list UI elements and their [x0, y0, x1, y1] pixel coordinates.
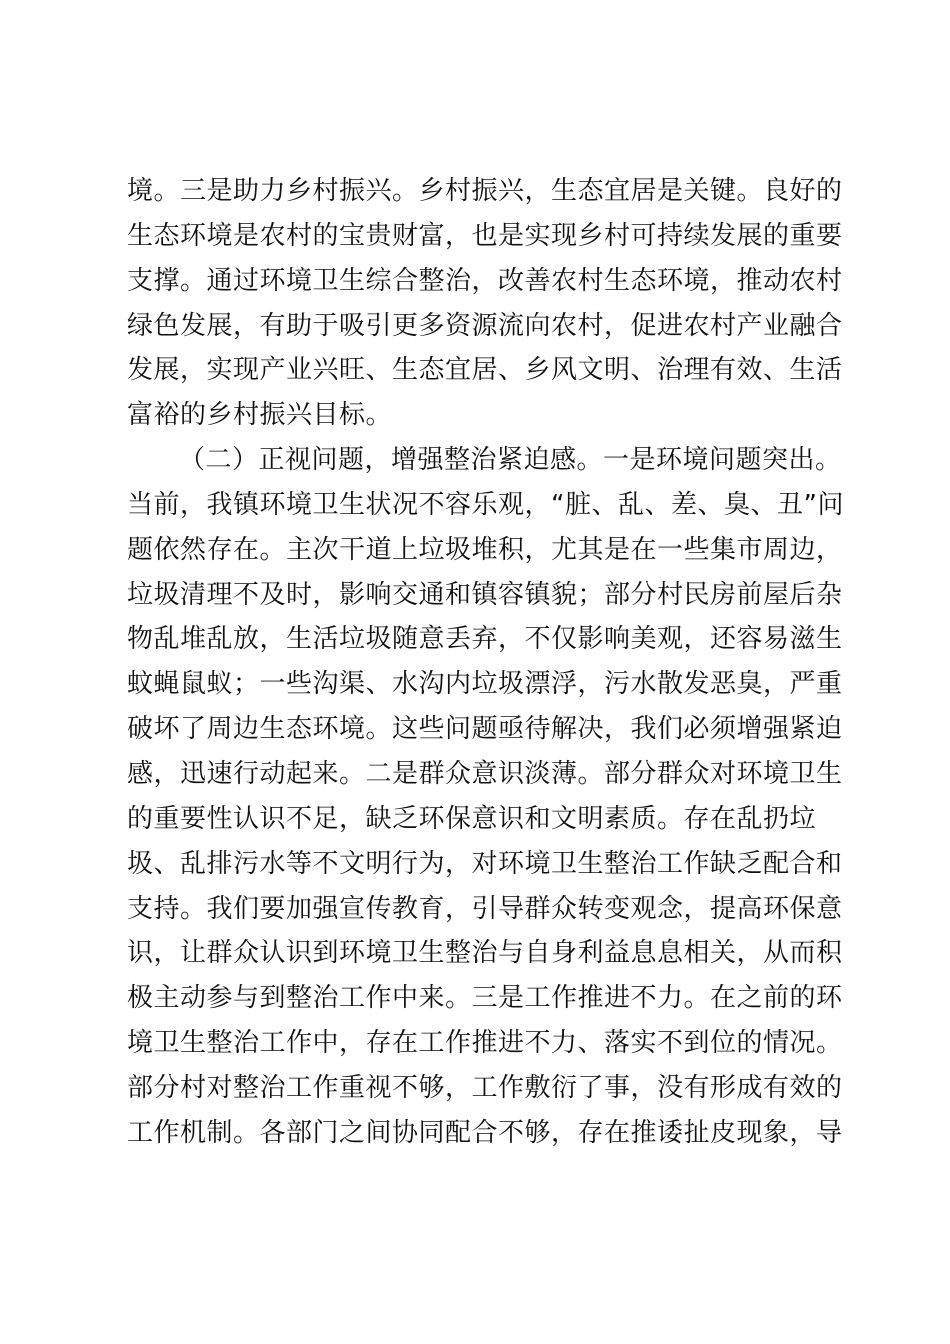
text-line-3: 支撑。通过环境卫生综合整治，改善农村生态环境，推动农村 [127, 265, 843, 296]
section-heading-line: （二）正视问题，增强整治紧迫感。一是环境问题突出。 [179, 445, 842, 476]
text-line-5: 发展，实现产业兴旺、生态宜居、乡风文明、治理有效、生活 [127, 355, 843, 386]
text-line-2: 生态环境是农村的宝贵财富，也是实现乡村可持续发展的重要 [127, 220, 843, 251]
text-line-10: 垃圾清理不及时，影响交通和镇容镇貌；部分村民房前屋后杂 [127, 579, 843, 610]
text-line-19: 极主动参与到整治工作中来。三是工作推进不力。在之前的环 [127, 983, 843, 1014]
text-line-17: 支持。我们要加强宣传教育，引导群众转变观念，提高环保意 [127, 893, 843, 924]
text-line-20: 境卫生整治工作中，存在工作推进不力、落实不到位的情况。 [127, 1028, 843, 1059]
text-line-14: 感，迅速行动起来。二是群众意识淡薄。部分群众对环境卫生 [127, 758, 843, 789]
text-line-15: 的重要性认识不足，缺乏环保意识和文明素质。存在乱扔垃 [127, 803, 817, 834]
text-line-16: 圾、乱排污水等不文明行为，对环境卫生整治工作缺乏配合和 [127, 848, 843, 879]
body-text [127, 169, 844, 1156]
text-line-9: 题依然存在。主次干道上垃圾堆积，尤其是在一些集市周边， [127, 534, 843, 565]
text-line-18: 识，让群众认识到环境卫生整治与自身利益息息相关，从而积 [127, 938, 843, 969]
text-line-21: 部分村对整治工作重视不够，工作敷衍了事，没有形成有效的 [127, 1072, 843, 1103]
text-line-22: 工作机制。各部门之间协同配合不够，存在推诿扯皮现象，导 [127, 1117, 843, 1148]
text-line-1: 境。三是助力乡村振兴。乡村振兴，生态宜居是关键。良好的 [127, 176, 843, 206]
text-line-8: 当前，我镇环境卫生状况不容乐观，“脏、乱、差、臭、丑”问 [127, 489, 844, 520]
text-line-13: 破坏了周边生态环境。这些问题亟待解决，我们必须增强紧迫 [127, 714, 843, 745]
text-line-12: 蚊蝇鼠蚁；一些沟渠、水沟内垃圾漂浮，污水散发恶臭，严重 [127, 669, 843, 700]
text-line-6: 富裕的乡村振兴目标。 [127, 400, 393, 431]
text-line-4: 绿色发展，有助于吸引更多资源流向农村，促进农村产业融合 [127, 310, 843, 341]
text-line-11: 物乱堆乱放，生活垃圾随意丢弃，不仅影响美观，还容易滋生 [127, 624, 843, 655]
